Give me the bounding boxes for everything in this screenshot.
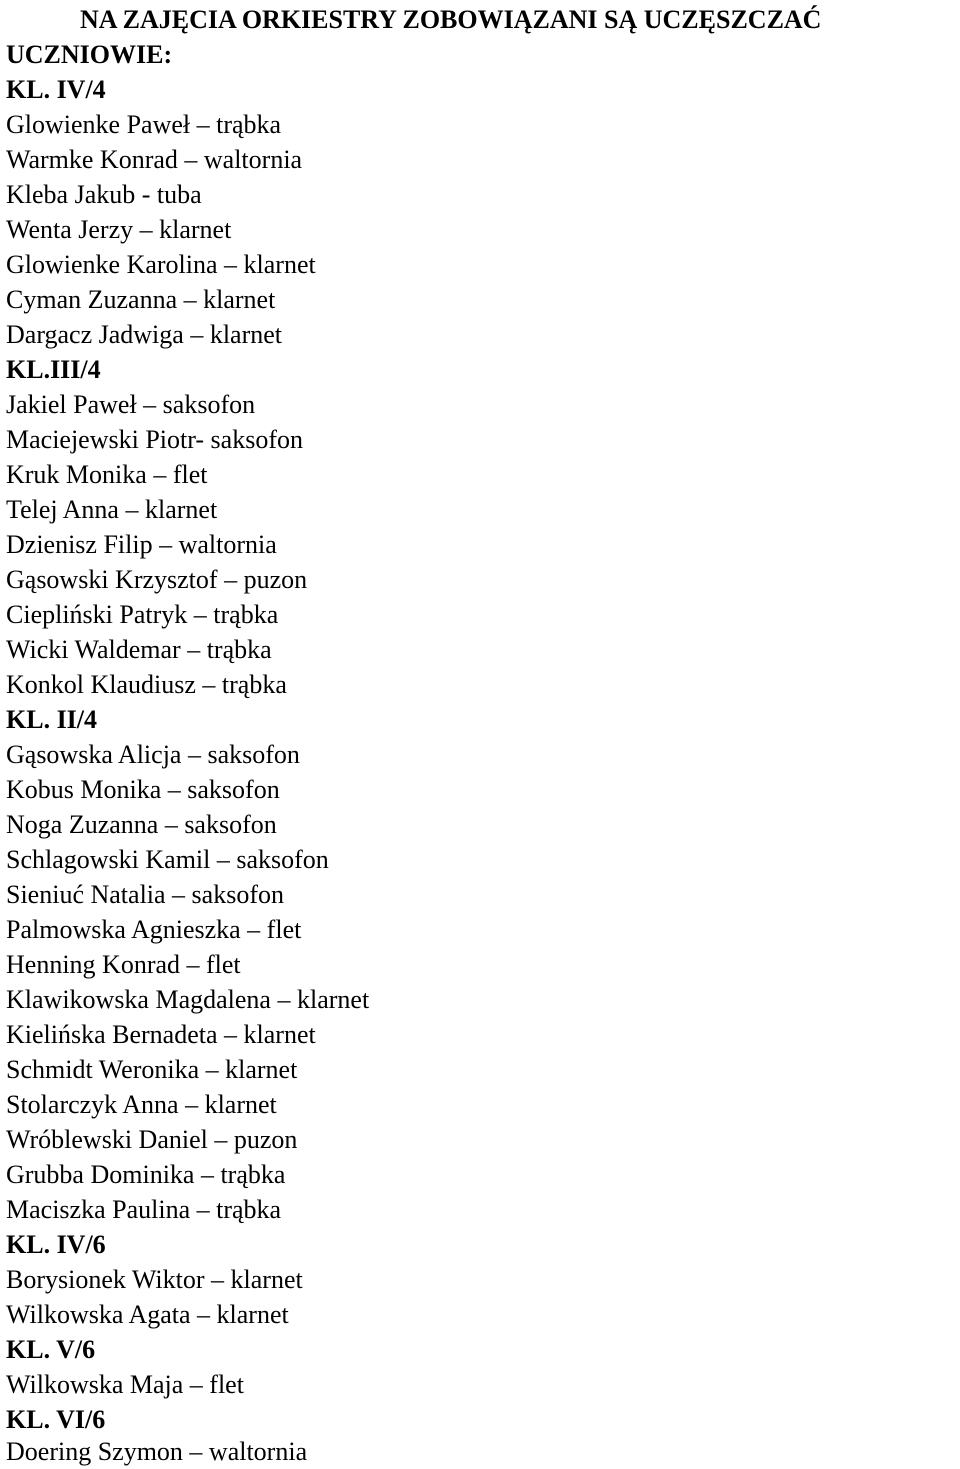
student-entry: Doering Szymon – waltornia: [6, 1437, 308, 1466]
student-entry: Konkol Klaudiusz – trąbka: [6, 670, 287, 699]
student-entry: Henning Konrad – flet: [6, 950, 241, 979]
section-heading: KL. IV/4: [6, 75, 106, 104]
student-entry: Maciejewski Piotr- saksofon: [6, 425, 303, 454]
student-entry: Jakiel Paweł – saksofon: [6, 390, 256, 419]
student-entry: Kobus Monika – saksofon: [6, 775, 280, 804]
student-entry: Gąsowska Alicja – saksofon: [6, 740, 300, 769]
student-entry: Kleba Jakub - tuba: [6, 180, 202, 209]
student-entry: Wróblewski Daniel – puzon: [6, 1125, 298, 1154]
section-heading: KL.III/4: [6, 355, 101, 384]
section-heading: KL. V/6: [6, 1335, 96, 1364]
student-entry: Wilkowska Maja – flet: [6, 1370, 244, 1399]
student-entry: Ciepliński Patryk – trąbka: [6, 600, 279, 629]
student-entry: Palmowska Agnieszka – flet: [6, 915, 302, 944]
student-entry: Grubba Dominika – trąbka: [6, 1160, 286, 1189]
section-heading: KL. VI/6: [6, 1405, 106, 1434]
student-entry: Dargacz Jadwiga – klarnet: [6, 320, 283, 349]
student-entry: Maciszka Paulina – trąbka: [6, 1195, 282, 1224]
student-entry: Cyman Zuzanna – klarnet: [6, 285, 276, 314]
student-entry: Wenta Jerzy – klarnet: [6, 215, 232, 244]
student-entry: Wicki Waldemar – trąbka: [6, 635, 272, 664]
student-entry: Stolarczyk Anna – klarnet: [6, 1090, 277, 1119]
student-entry: Glowienke Karolina – klarnet: [6, 250, 316, 279]
student-entry: Klawikowska Magdalena – klarnet: [6, 985, 370, 1014]
student-entry: Noga Zuzanna – saksofon: [6, 810, 277, 839]
student-entry: Glowienke Paweł – trąbka: [6, 110, 282, 139]
student-entry: Gąsowski Krzysztof – puzon: [6, 565, 308, 594]
section-heading: KL. II/4: [6, 705, 98, 734]
student-entry: Borysionek Wiktor – klarnet: [6, 1265, 303, 1294]
student-entry: Wilkowska Agata – klarnet: [6, 1300, 289, 1329]
document-title-line-2: UCZNIOWIE:: [6, 40, 173, 69]
student-entry: Dzienisz Filip – waltornia: [6, 530, 277, 559]
student-entry: Telej Anna – klarnet: [6, 495, 218, 524]
section-heading: KL. IV/6: [6, 1230, 106, 1259]
student-entry: Schlagowski Kamil – saksofon: [6, 845, 329, 874]
student-entry: Schmidt Weronika – klarnet: [6, 1055, 298, 1084]
student-entry: Warmke Konrad – waltornia: [6, 145, 303, 174]
student-entry: Kruk Monika – flet: [6, 460, 208, 489]
document-title-line-1: NA ZAJĘCIA ORKIESTRY ZOBOWIĄZANI SĄ UCZĘSZCZAĆ: [80, 5, 822, 34]
student-entry: Sieniuć Natalia – saksofon: [6, 880, 284, 909]
student-entry: Kielińska Bernadeta – klarnet: [6, 1020, 316, 1049]
